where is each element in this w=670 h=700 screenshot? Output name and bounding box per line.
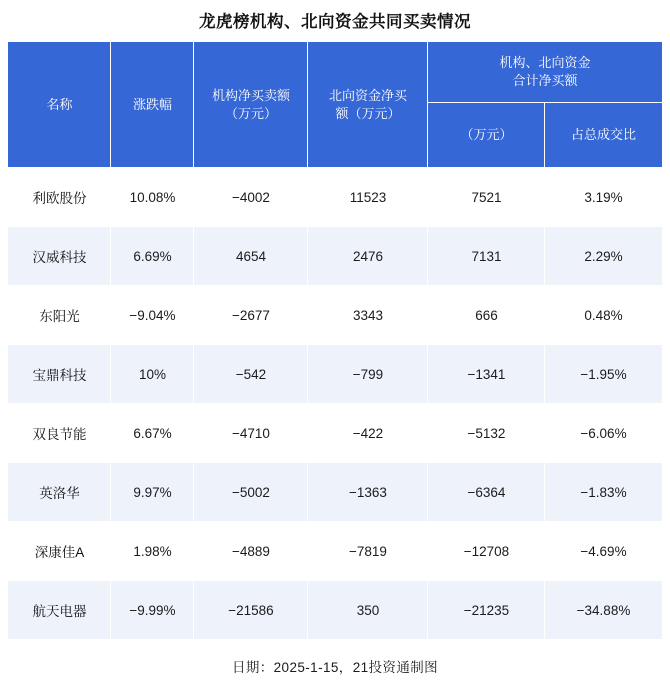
cell-sum: 666 xyxy=(428,286,545,345)
cell-institution: −4002 xyxy=(194,168,308,227)
column-header-group-line2: 合计净买额 xyxy=(512,73,578,88)
cell-pct: −1.95% xyxy=(545,345,662,404)
column-header-group-amount: （万元） xyxy=(428,103,545,168)
header-row-top xyxy=(8,42,662,103)
cell-pct: 3.19% xyxy=(545,168,662,227)
lhb-table xyxy=(7,41,662,640)
table-row xyxy=(8,581,662,640)
table-row xyxy=(8,286,662,345)
page-title: 龙虎榜机构、北向资金共同买卖情况 xyxy=(199,13,471,31)
cell-north: 3343 xyxy=(308,286,428,345)
cell-name: 深康佳A xyxy=(8,522,111,581)
table-row xyxy=(8,168,662,227)
cell-north: −422 xyxy=(308,404,428,463)
table-row xyxy=(8,345,662,404)
cell-sum: 7521 xyxy=(428,168,545,227)
cell-change: 6.67% xyxy=(111,404,194,463)
cell-north: 2476 xyxy=(308,227,428,286)
cell-institution: −21586 xyxy=(194,581,308,640)
cell-name: 双良节能 xyxy=(8,404,111,463)
cell-change: −9.04% xyxy=(111,286,194,345)
table-header xyxy=(8,42,662,168)
cell-sum: −6364 xyxy=(428,463,545,522)
cell-change: −9.99% xyxy=(111,581,194,640)
column-header-name: 名称 xyxy=(8,42,111,168)
cell-north: 11523 xyxy=(308,168,428,227)
cell-change: 10.08% xyxy=(111,168,194,227)
table-row xyxy=(8,227,662,286)
column-header-north-line1: 北向资金净买 xyxy=(328,87,407,103)
column-header-institution xyxy=(194,42,308,168)
cell-sum: −1341 xyxy=(428,345,545,404)
cell-name: 航天电器 xyxy=(8,581,111,640)
table-row xyxy=(8,404,662,463)
column-header-group-total xyxy=(428,42,662,103)
footer-caption: 日期：2025-1-15，21投资通制图 xyxy=(231,660,439,675)
table-body xyxy=(8,168,662,640)
column-header-change: 涨跌幅 xyxy=(111,42,194,168)
cell-sum: −12708 xyxy=(428,522,545,581)
column-header-north xyxy=(308,42,428,168)
cell-change: 1.98% xyxy=(111,522,194,581)
cell-change: 9.97% xyxy=(111,463,194,522)
cell-sum: −5132 xyxy=(428,404,545,463)
cell-name: 汉威科技 xyxy=(8,227,111,286)
column-header-institution-line1: 机构净买卖额 xyxy=(211,87,290,103)
cell-north: −1363 xyxy=(308,463,428,522)
cell-name: 东阳光 xyxy=(8,286,111,345)
cell-institution: −2677 xyxy=(194,286,308,345)
cell-north: 350 xyxy=(308,581,428,640)
cell-pct: −4.69% xyxy=(545,522,662,581)
column-header-north-line2: 额（万元） xyxy=(335,105,401,121)
column-header-group-pct: 占总成交比 xyxy=(545,103,662,168)
table-row xyxy=(8,522,662,581)
cell-north: −799 xyxy=(308,345,428,404)
cell-pct: 0.48% xyxy=(545,286,662,345)
cell-sum: −21235 xyxy=(428,581,545,640)
cell-institution: −4889 xyxy=(194,522,308,581)
cell-pct: −34.88% xyxy=(545,581,662,640)
cell-institution: 4654 xyxy=(194,227,308,286)
cell-pct: −6.06% xyxy=(545,404,662,463)
table-row xyxy=(8,463,662,522)
cell-institution: −4710 xyxy=(194,404,308,463)
cell-north: −7819 xyxy=(308,522,428,581)
cell-change: 6.69% xyxy=(111,227,194,286)
cell-sum: 7131 xyxy=(428,227,545,286)
cell-change: 10% xyxy=(111,345,194,404)
cell-institution: −5002 xyxy=(194,463,308,522)
cell-name: 利欧股份 xyxy=(8,168,111,227)
cell-pct: 2.29% xyxy=(545,227,662,286)
column-header-group-line1: 机构、北向资金 xyxy=(499,55,591,71)
cell-name: 英洛华 xyxy=(8,463,111,522)
column-header-institution-line2: （万元） xyxy=(224,105,277,121)
cell-institution: −542 xyxy=(194,345,308,404)
cell-name: 宝鼎科技 xyxy=(8,345,111,404)
cell-pct: −1.83% xyxy=(545,463,662,522)
